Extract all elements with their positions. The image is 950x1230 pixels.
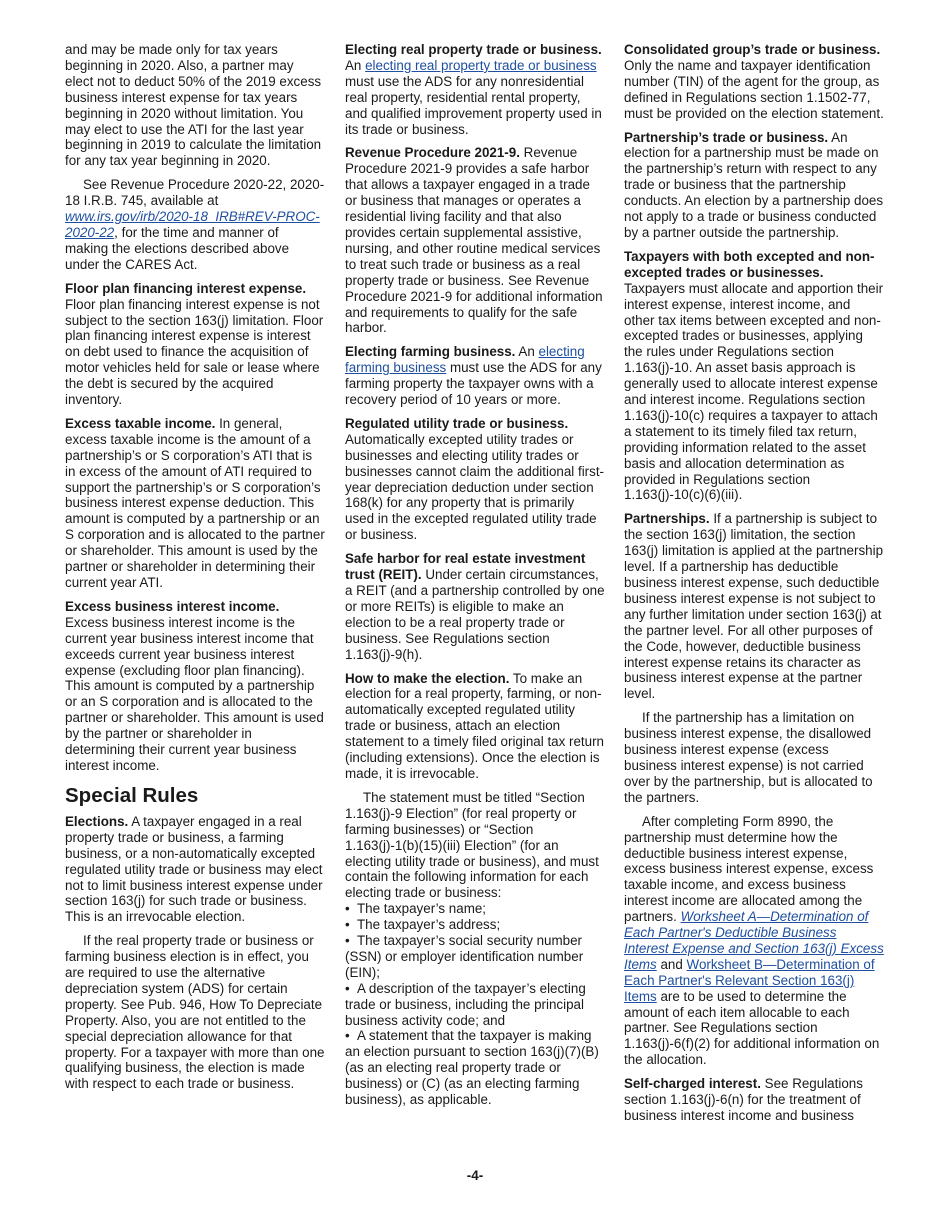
bullet-icon: • bbox=[345, 917, 350, 933]
text: Automatically excepted utility trades or businesses and electing utility trades or businesses cannot claim the additional first-year depreciation deduction under section 168(k) for any property that is primarily used in the excepted regulated utility trade or business. bbox=[345, 431, 605, 543]
text: An election for a partnership must be made on the partnership’s return with respect to any trade or business that the partnership conducts. An election by a partnership does not apply to a trade or business conducted by a partner outside the partnership. bbox=[624, 129, 884, 240]
partnerships-heading: Partnerships. bbox=[624, 511, 710, 527]
self-charged-heading: Self-charged interest. bbox=[624, 1076, 761, 1092]
electing-real-property-link[interactable]: electing real property trade or business bbox=[365, 57, 597, 73]
paragraph: and may be made only for tax years beginning in 2020. Also, a partner may elect not to deduct 50% of the 2019 excess business interest expense for tax years beginning in 2020 without limitation. You may elect to use the ATI for the last year beginning in 2019 to calculate the limitation for any tax year beginning in 2020. bbox=[65, 42, 322, 169]
text: and bbox=[656, 956, 687, 972]
worksheet-b-link[interactable]: Worksheet B—Determination of Each Partner's Relevant Section 163(j) Items bbox=[624, 956, 875, 1004]
electing-farming-paragraph bbox=[345, 344, 605, 408]
irs-rev-proc-link[interactable]: www.irs.gov/irb/2020-18_IRB#REV-PROC-2020-22 bbox=[65, 209, 320, 240]
text: Floor plan financing interest expense is not subject to the section 163(j) limitation. Floor plan financing interest expense is interest on debt used to finance the acquisition of motor vehicles held for sale or lease where the debt is secured by the acquired inventory. bbox=[65, 296, 324, 408]
consolidated-group-paragraph bbox=[624, 42, 884, 122]
partnership-trade-paragraph bbox=[624, 130, 884, 241]
excess-business-interest-income-paragraph bbox=[65, 599, 325, 774]
consolidated-group-heading: Consolidated group’s trade or business. bbox=[624, 42, 881, 57]
paragraph: If the partnership has a limitation on business interest expense, the disallowed business interest expense (excess business interest expense) is not carried over by the partnership, but is allocated to the partners. bbox=[624, 710, 873, 805]
electing-farming-link[interactable]: electing farming business bbox=[345, 344, 585, 376]
text: An bbox=[515, 344, 539, 360]
excess-taxable-income-paragraph bbox=[65, 416, 325, 591]
column-left bbox=[65, 42, 325, 1100]
text: Under certain circumstances, a REIT (and a partnership controlled by one or more REITs) is eligible to make an election to be a real property trade or business. See Regulations section 1.163(j)-9(h). bbox=[345, 567, 605, 662]
excepted-nonexcepted-heading: Taxpayers with both excepted and non-excepted trades or businesses. bbox=[624, 248, 875, 280]
worksheet-a-link[interactable]: Worksheet A—Determination of Each Partner's Deductible Business Interest Expense and Section 163(j) Excess Items bbox=[624, 909, 884, 972]
self-charged-paragraph bbox=[624, 1076, 884, 1124]
how-to-elect-heading: How to make the election. bbox=[345, 670, 510, 686]
text: See Regulations section 1.163(j)-6(n) for the treatment of business interest income and business bbox=[624, 1076, 863, 1123]
regulated-utility-paragraph bbox=[345, 416, 605, 543]
electing-real-property-heading: Electing real property trade or business. bbox=[345, 42, 602, 57]
text: See Revenue Procedure 2020-22, 2020-18 I.R.B. 745, available at bbox=[65, 177, 325, 209]
text: To make an election for a real property, farming, or non-automatically excepted regulated utility trade or business, attach an election statement to a timely filed original tax return (including extensions). Once the election is made, it is irrevocable. bbox=[345, 670, 605, 781]
text: After completing Form 8990, the partnership must determine how the deductible business interest expense, excess business interest expense, excess taxable income, and excess business interest income are allocated among the partners. bbox=[624, 813, 874, 925]
text: are to be used to determine the amount of each item allocable to each partner. See Regulations section 1.163(j)-6(f)(2) for additional information on the allocation. bbox=[624, 988, 880, 1068]
text: The taxpayer’s social security number (SSN) or employer identification number (EIN); bbox=[345, 933, 584, 980]
statement-paragraph: The statement must be titled “Section 1.163(j)-9 Election” (for real property or farming businesses) or “Section 1.163(j)-1(b)(15)(iii) Election” (for an electing utility trade or business), and must contain the following information for each electing trade or business: bbox=[345, 789, 599, 901]
revenue-procedure-heading: Revenue Procedure 2021-9. bbox=[345, 145, 520, 161]
column-right bbox=[624, 42, 884, 1132]
statement-requirements-list bbox=[345, 901, 605, 1108]
text: If a partnership is subject to the section 163(j) limitation, the section 163(j) limitation is applied at the partnership level. If a partnership has deductible business interest expense, such deductible business interest expense is not subject to any further limitation under section 163(j) at the partner level. For all other purposes of the Code, however, deductible business interest expense retains its character as business interest expense at the partner level. bbox=[624, 511, 884, 702]
floor-plan-heading: Floor plan financing interest expense. bbox=[65, 280, 307, 296]
list-item bbox=[345, 917, 605, 933]
regulated-utility-heading: Regulated utility trade or business. bbox=[345, 415, 569, 431]
partnership-trade-heading: Partnership’s trade or business. bbox=[624, 129, 829, 145]
excess-business-interest-income-heading: Excess business interest income. bbox=[65, 598, 280, 614]
bullet-icon: • bbox=[345, 933, 350, 949]
text: The taxpayer’s address; bbox=[357, 917, 501, 933]
text: Revenue Procedure 2021-9 provides a safe harbor that allows a taxpayer engaged in a trade or business that manages or operates a residential living facility and that also provides certain supplemental assistive, nursing, and other routine medical services to treat such trade or business as a real property trade or business. See Revenue Procedure 2021-9 for additional information and requirements to qualify for the safe harbor. bbox=[345, 145, 603, 336]
list-item bbox=[345, 981, 605, 1029]
paragraph: If the real property trade or business or farming business election is in effect, you are required to use the alternative depreciation system (ADS) for certain property. See Pub. 946, How To Depreciate Property. Also, you are not entitled to the special depreciation allowance for that property. For a taxpayer with more than one qualifying business, the election is made with respect to each trade or business. bbox=[65, 933, 325, 1092]
bullet-icon: • bbox=[345, 1028, 350, 1044]
special-rules-heading: Special Rules bbox=[65, 783, 199, 807]
column-middle bbox=[345, 42, 605, 1108]
text: Taxpayers must allocate and apportion their interest expense, interest income, and other tax items between excepted and non-excepted trades or businesses, applying the rules under Regulations section 1.163(j)-10. An asset basis approach is generally used to allocate interest expense and interest income. Regulations section 1.163(j)-10(c) requires a taxpayer to attach a statement to its timely filed tax return, providing information related to the asset basis and allocation determination as provided in Regulations section 1.163(j)-10(c)(6)(iii). bbox=[624, 280, 884, 503]
bullet-icon: • bbox=[345, 901, 350, 917]
after-form-paragraph bbox=[624, 814, 884, 1069]
revenue-procedure-paragraph bbox=[345, 145, 605, 336]
how-to-elect-paragraph bbox=[345, 671, 605, 782]
text: must use the ADS for any nonresidential real property, residential rental property, and qualified improvement property used in its trade or business. bbox=[345, 73, 602, 137]
reit-heading: Safe harbor for real estate investment trust (REIT). bbox=[345, 551, 586, 583]
text: Excess business interest income is the current year business interest income that exceeds current year business interest expense (excluding floor plan financing). This amount is computed by a partnership or an S corporation and is allocated to the partner or shareholder. This amount is used by the partner or shareholder in determining their current year business interest income. bbox=[65, 614, 324, 773]
floor-plan-paragraph bbox=[65, 281, 325, 408]
electing-farming-heading: Electing farming business. bbox=[345, 344, 516, 360]
text: A statement that the taxpayer is making an election pursuant to section 163(j)(7)(B) (as an electing real property trade or business) or (C) (as an electing farming business), as applicable. bbox=[345, 1028, 599, 1108]
text: Only the name and taxpayer identification number (TIN) of the agent for the group, as defined in Regulations section 1.1502-77, must be provided on the election statement. bbox=[624, 57, 884, 121]
electing-real-property-paragraph bbox=[345, 42, 605, 137]
text: must use the ADS for any farming property the taxpayer owns with a recovery period of 10 years or more. bbox=[345, 360, 602, 408]
elections-heading: Elections. bbox=[65, 813, 129, 829]
excepted-nonexcepted-paragraph bbox=[624, 249, 884, 504]
partnerships-paragraph bbox=[624, 511, 884, 702]
text: A taxpayer engaged in a real property trade or business, a farming business, or a non-automatically excepted regulated utility trade or business may elect not to limit business interest expense under section 163(j) for such trade or business. This is an irrevocable election. bbox=[65, 813, 323, 925]
text: The taxpayer’s name; bbox=[357, 901, 487, 917]
list-item bbox=[345, 901, 605, 917]
elections-paragraph bbox=[65, 814, 325, 925]
page-number: -4- bbox=[466, 1168, 484, 1183]
bullet-icon: • bbox=[345, 980, 350, 996]
list-item bbox=[345, 1028, 605, 1108]
paragraph-rev-proc bbox=[65, 177, 325, 272]
reit-paragraph bbox=[345, 551, 605, 662]
text: A description of the taxpayer’s electing trade or business, including the principal business activity code; and bbox=[345, 980, 586, 1028]
excess-taxable-income-heading: Excess taxable income. bbox=[65, 415, 216, 431]
list-item bbox=[345, 933, 605, 981]
text: , for the time and manner of making the elections described above under the CARES Act. bbox=[65, 224, 290, 272]
text: In general, excess taxable income is the amount of a partnership’s or S corporation’s ATI that is in excess of the amount of ATI required to support the partnership’s or S corporation’s business interest expense deduction. This amount is computed by a partnership or an S corporation and is allocated to the partner or shareholder. This amount is used by the partner or shareholder in determining their current year ATI. bbox=[65, 415, 325, 590]
text: An bbox=[345, 57, 366, 73]
